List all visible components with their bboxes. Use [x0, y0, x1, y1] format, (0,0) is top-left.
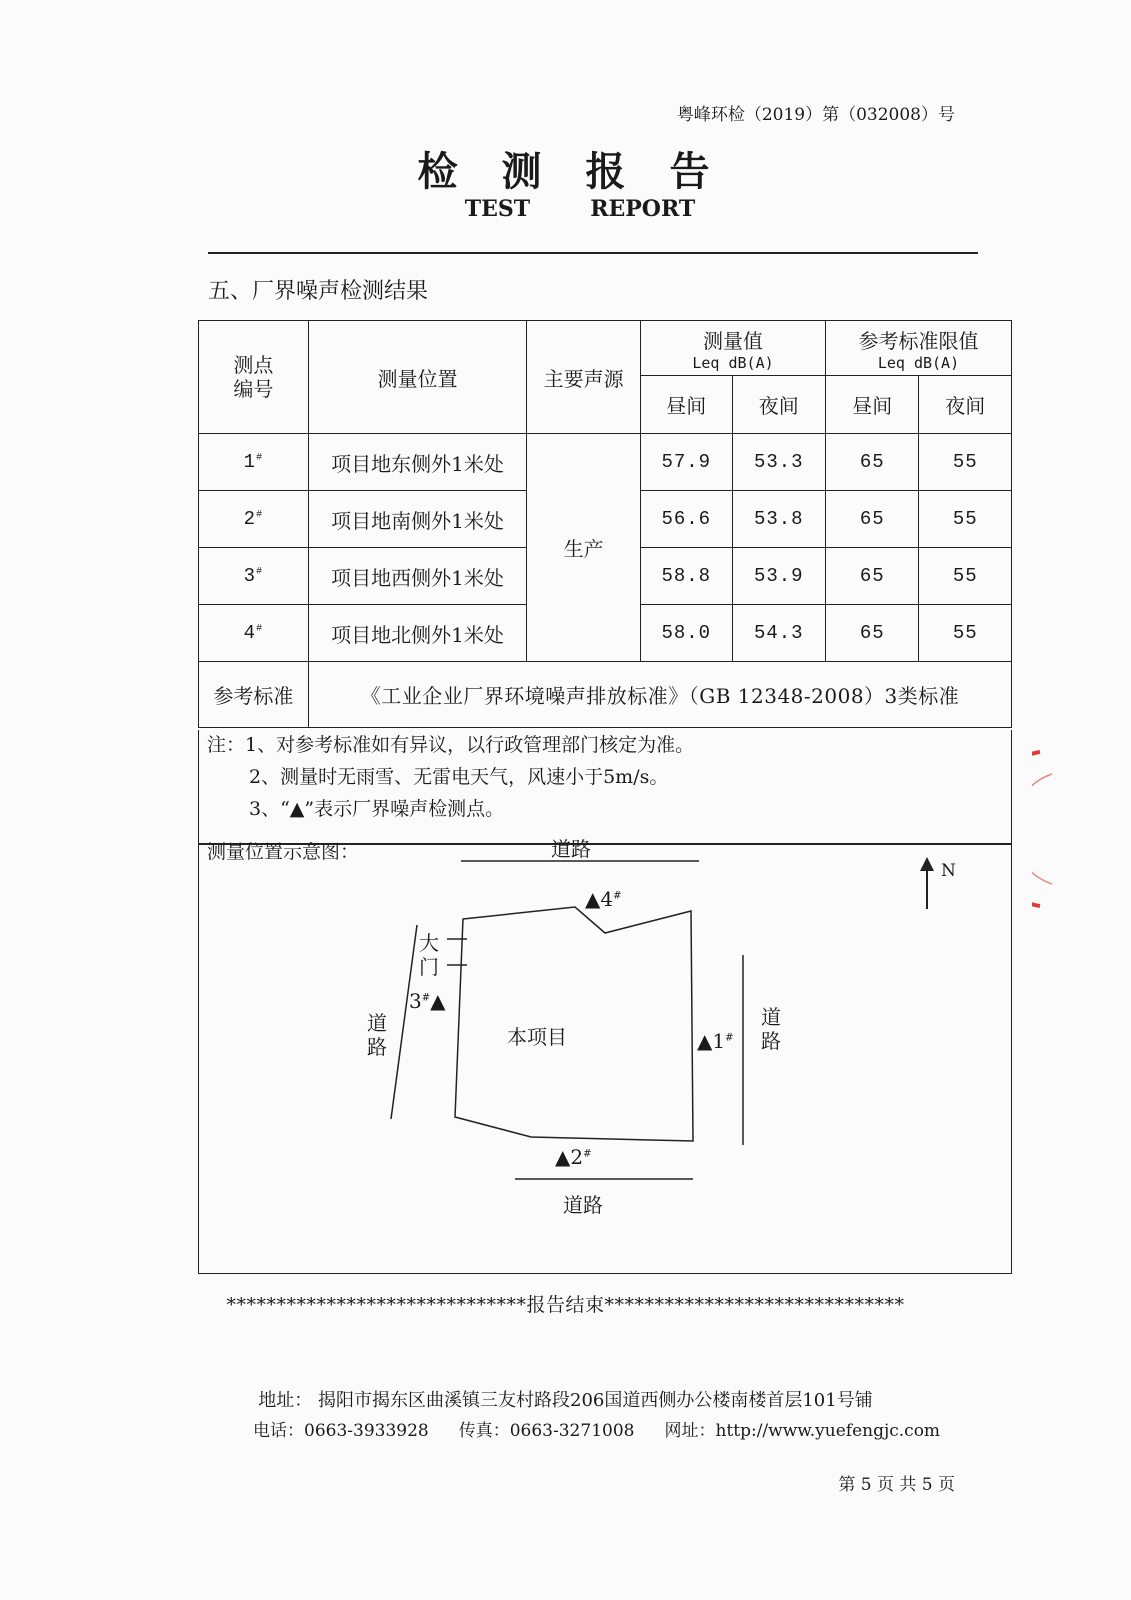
- stamp-seal-icon: [1032, 744, 1131, 914]
- point-1-marker: ▲1#: [697, 1029, 734, 1053]
- header-measured-day: 昼间: [641, 376, 732, 434]
- night-value: 53.3: [732, 434, 825, 491]
- night-value: 53.9: [732, 548, 825, 605]
- limit-day-value: 65: [825, 491, 918, 548]
- project-label: 本项目: [507, 1025, 567, 1049]
- header-limit: [825, 321, 1011, 376]
- title-char: 报: [585, 148, 630, 195]
- section-title: 五、厂界噪声检测结果: [208, 279, 429, 304]
- footer-phone: 电话：0663-3933928: [253, 1421, 429, 1441]
- header-point: 测点 编号: [199, 321, 309, 434]
- footer-contact: [253, 1416, 970, 1441]
- gate-label-1: 大: [419, 931, 439, 955]
- diagram-title: 测量位置示意图：: [207, 841, 360, 863]
- report-end-line: ******************************报告结束******************************: [226, 1294, 905, 1316]
- limit-day-value: 65: [825, 434, 918, 491]
- page-title-cn: [0, 140, 1131, 197]
- point-4-marker: ▲4#: [585, 887, 622, 911]
- night-value: 54.3: [732, 605, 825, 662]
- location-cell: 项目地南侧外1米处: [308, 491, 526, 548]
- title-char: 检: [417, 148, 462, 195]
- header-measured-unit: Leq dB(A): [692, 353, 774, 372]
- header-limit-day: 昼间: [825, 376, 918, 434]
- header-source: 主要声源: [527, 321, 641, 434]
- report-number: 粤峰环检（2019）第（032008）号: [676, 105, 955, 125]
- day-value: 57.9: [641, 434, 732, 491]
- standard-text: 《工业企业厂界环境噪声排放标准》（GB 12348-2008）3类标准: [308, 662, 1011, 728]
- day-value: 58.0: [641, 605, 732, 662]
- location-cell: 项目地西侧外1米处: [308, 548, 526, 605]
- header-limit-unit: Leq dB(A): [877, 353, 960, 372]
- road-bottom-label: 道路: [563, 1193, 603, 1217]
- night-value: 53.8: [732, 491, 825, 548]
- header-limit-night: 夜间: [919, 376, 1012, 434]
- point-2-marker: ▲2#: [555, 1145, 592, 1169]
- limit-night-value: 55: [919, 434, 1012, 491]
- page-title-en: [0, 196, 1131, 222]
- location-diagram: [198, 837, 1012, 1274]
- stamp-arc: [1032, 752, 1040, 906]
- title-char: 测: [501, 148, 546, 195]
- page-number: 第 5 页 共 5 页: [838, 1475, 955, 1495]
- footer-address: 地址： 揭阳市揭东区曲溪镇三友村路段206国道西侧办公楼南楼首层101号铺: [258, 1390, 873, 1411]
- point-cell: 3#: [199, 548, 309, 605]
- header-measured: [641, 321, 826, 376]
- title-word: REPORT: [590, 196, 696, 222]
- stamp-inner-arc: [1032, 774, 1052, 884]
- day-value: 56.6: [641, 491, 732, 548]
- road-left-label-1: 道: [367, 1011, 387, 1035]
- header-limit-label: 参考标准限值: [858, 328, 979, 353]
- source-cell: 生产: [527, 434, 641, 662]
- footer-website: 网址：http://www.yuefengjc.com: [664, 1421, 941, 1441]
- header-location: 测量位置: [308, 321, 526, 434]
- notes-box: [198, 730, 1012, 844]
- table-row: [199, 434, 1012, 491]
- header-measured-label: 测量值: [703, 328, 764, 353]
- road-right-label-1: 道: [761, 1005, 781, 1029]
- point-cell: 1#: [199, 434, 309, 491]
- limit-night-value: 55: [919, 605, 1012, 662]
- note-3: 3、“▲”表示厂界噪声检测点。: [249, 798, 505, 820]
- road-top-label: 道路: [551, 837, 591, 861]
- location-cell: 项目地东侧外1米处: [308, 434, 526, 491]
- day-value: 58.8: [641, 548, 732, 605]
- title-divider: [208, 252, 978, 254]
- road-left-line: [391, 925, 417, 1119]
- north-label: N: [941, 861, 956, 881]
- note-1: 注：1、对参考标准如有异议，以行政管理部门核定为准。: [207, 734, 695, 756]
- limit-night-value: 55: [919, 548, 1012, 605]
- location-cell: 项目地北侧外1米处: [308, 605, 526, 662]
- title-word: TEST: [464, 196, 531, 222]
- standard-label: 参考标准: [199, 662, 309, 728]
- title-char: 告: [669, 148, 714, 195]
- road-left-label-2: 路: [367, 1035, 387, 1059]
- north-arrow-head: [920, 857, 934, 871]
- site-boundary: [455, 907, 693, 1141]
- gate-label-2: 门: [419, 955, 439, 979]
- footer-fax: 传真：0663-3271008: [458, 1421, 635, 1441]
- limit-day-value: 65: [825, 605, 918, 662]
- noise-results-table: [198, 320, 1012, 728]
- note-2: 2、测量时无雨雪、无雷电天气，风速小于5m/s。: [249, 766, 669, 788]
- point-cell: 2#: [199, 491, 309, 548]
- point-3-marker: 3#▲: [409, 989, 446, 1013]
- limit-day-value: 65: [825, 548, 918, 605]
- road-right-label-2: 路: [761, 1029, 781, 1053]
- limit-night-value: 55: [919, 491, 1012, 548]
- point-cell: 4#: [199, 605, 309, 662]
- header-measured-night: 夜间: [732, 376, 825, 434]
